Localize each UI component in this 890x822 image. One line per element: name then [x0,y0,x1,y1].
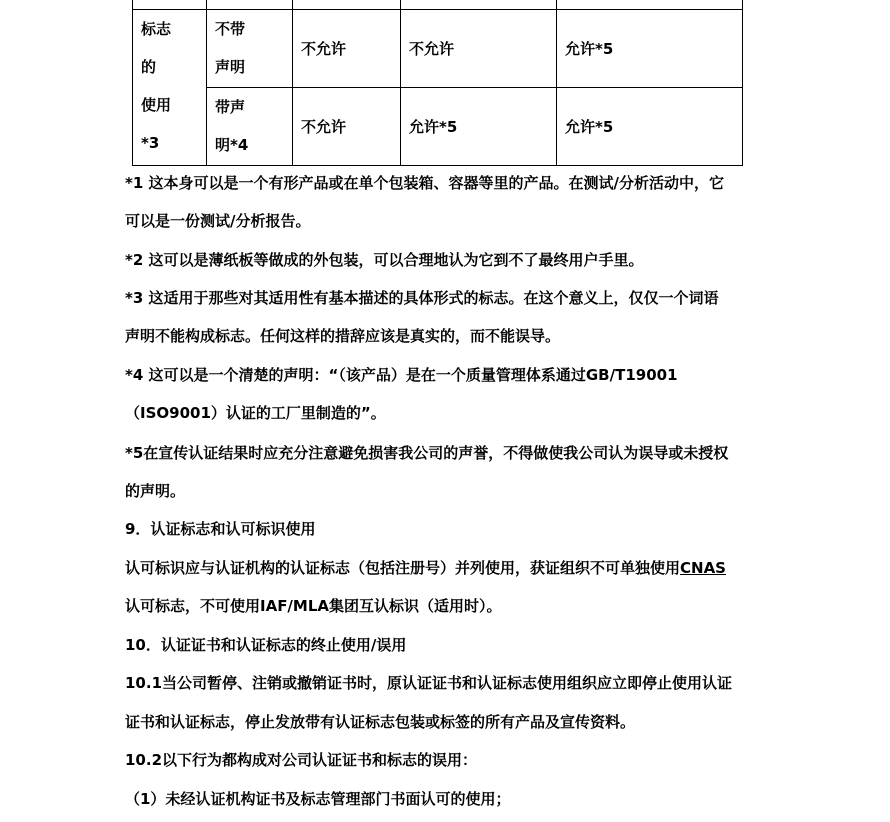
section-10-2-line-1: 10.2以下行为都构成对公司认证证书和标志的误用： [125,751,478,769]
row-sub-label-line: 明*4 [215,136,249,154]
table-cell-empty [293,0,401,10]
note-5-line-1: *5在宣传认证结果时应充分注意避免损害我公司的声誉，不得做使我公司认为误导或未授权 [125,444,729,462]
row-group-label-line: 的 [141,58,157,76]
row-group-label-line: 标志 [141,20,172,38]
row-sub-label-line: 不带 [215,20,246,38]
section-9-heading: 9．认证标志和认可标识使用 [125,520,316,538]
row-sub-label-line: 带声 [215,98,246,116]
table-cell: 允许*5 [401,88,557,166]
section-10-2-item-1: （1）未经认证机构证书及标志管理部门书面认可的使用； [125,790,511,808]
table-cell: 不允许 [401,10,557,88]
table-cell: 允许*5 [557,88,743,166]
section-10-heading: 10．认证证书和认证标志的终止使用/误用 [125,636,407,654]
note-4-line-1: *4 这可以是一个清楚的声明：“（该产品）是在一个质量管理体系通过GB/T19001 [125,366,678,384]
row-group-label [133,10,207,166]
row-sub-label [207,10,293,88]
table-cell-empty [557,0,743,10]
note-1-line-1: *1 这本身可以是一个有形产品或在单个包装箱、容器等里的产品。在测试/分析活动中，它 [125,174,724,192]
section-9-line-1-text: 认可标识应与认证机构的认证标志（包括注册号）并列使用，获证组织不可单独使用 [125,559,681,577]
table-cell-empty [401,0,557,10]
cnas-link[interactable]: CNAS [680,559,726,577]
section-10-1-line-1: 10.1当公司暂停、注销或撤销证书时，原认证证书和认证标志使用组织应立即停止使用认证 [125,674,733,692]
table-row-with-statement [133,88,743,166]
table-cell: 不允许 [293,88,401,166]
section-9-line-2: 认可标志，不可使用IAF/MLA集团互认标识（适用时）。 [125,597,502,615]
row-group-label-line: 使用 [141,96,172,114]
section-9-line-1 [125,559,726,578]
note-4-line-2: （ISO9001）认证的工厂里制造的”。 [125,404,386,422]
table-row-previous [133,0,743,10]
table-cell-empty [133,0,207,10]
note-3-line-2: 声明不能构成标志。任何这样的措辞应该是真实的，而不能误导。 [125,327,561,345]
note-5-line-2: 的声明。 [125,482,186,500]
note-1-line-2: 可以是一份测试/分析报告。 [125,212,311,230]
note-3-line-1: *3 这适用于那些对其适用性有基本描述的具体形式的标志。在这个意义上，仅仅一个词语 [125,289,719,307]
row-group-label-line: *3 [141,134,160,152]
mark-usage-table [132,0,743,166]
table-cell: 允许*5 [557,10,743,88]
section-10-1-line-2: 证书和认证标志，停止发放带有认证标志包装或标签的所有产品及宣传资料。 [125,713,636,731]
row-sub-label [207,88,293,166]
table-row-without-statement [133,10,743,88]
row-sub-label-line: 声明 [215,58,246,76]
note-2-line-1: *2 这可以是薄纸板等做成的外包装，可以合理地认为它到不了最终用户手里。 [125,251,644,269]
table-cell-empty [207,0,293,10]
table-cell: 不允许 [293,10,401,88]
